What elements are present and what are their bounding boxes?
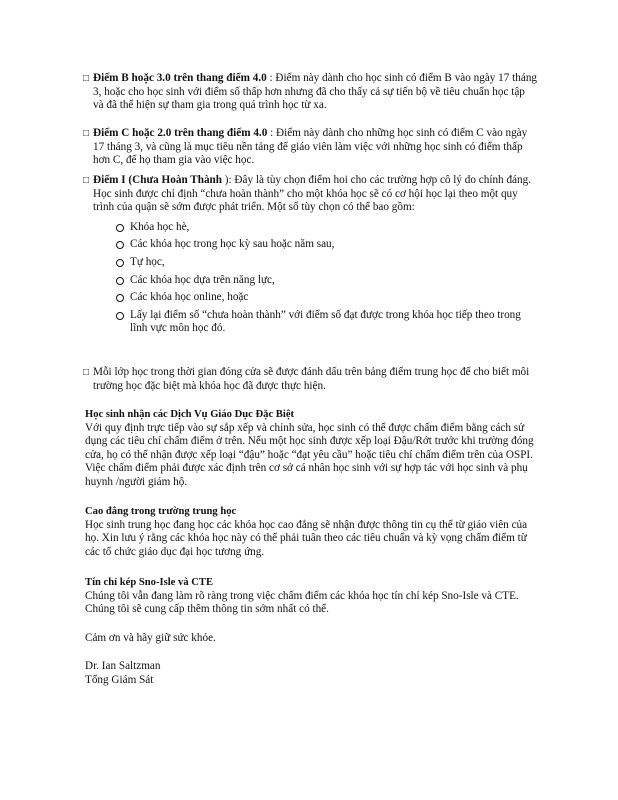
grade-i-bullet: [83, 174, 538, 340]
bullet-marker-icon: □: [83, 367, 90, 378]
bullet-marker-icon: □: [83, 128, 90, 139]
list-item: Các khóa học trong học kỳ sau hoặc năm sau,: [130, 238, 538, 252]
college-in-high-school-section: [85, 505, 540, 559]
bullet-marker-icon: □: [83, 175, 90, 186]
list-item: Lấy lại điểm số “chưa hoàn thành” với điểm số đạt được trong khóa học tiếp theo trong lĩnh vực môn học đó.: [130, 309, 538, 336]
transcript-note-bullet: [83, 366, 538, 393]
signature-name: Dr. Ian Saltzman: [85, 660, 161, 672]
college-in-high-school-heading: Cao đẳng trong trường trung học: [85, 506, 237, 517]
list-item: Khóa học hè,: [130, 221, 538, 235]
grade-c-title: Điểm C hoặc 2.0 trên thang điểm 4.0: [93, 127, 268, 139]
dual-credit-heading: Tín chỉ kép Sno-Isle và CTE: [85, 577, 214, 588]
special-education-body: Với quy định trực tiếp vào sự sắp xếp và chỉnh sửa, học sinh có thể được chấm điểm bằng cách sử dụng các tiêu chí chấm điểm ở trên. Nếu một học sinh được xếp loại Đậu/Rớt trước khi trường đóng cửa, họ có thể nhận được xếp loại “đậu” hoặc “đạt yêu cầu” hoặc tiêu chí chấm điểm trên của OSPI. Việc chấm điểm phải được xác định trên cơ sở cá nhân học sinh với sự hợp tác với học sinh và phụ huynh /người giám hộ.: [85, 421, 534, 488]
grade-i-title: Điểm I (Chưa Hoàn Thành: [93, 174, 222, 186]
signature-title: Tổng Giám Sát: [85, 673, 154, 686]
signature-block: [85, 660, 540, 687]
transcript-note-text: Mỗi lớp học trong thời gian đóng cửa sẽ được đánh dấu trên bảng điểm trung học để cho biết môi trường học đặc biệt mà khóa học đã được thực hiện.: [93, 366, 530, 392]
dual-credit-section: [85, 576, 540, 617]
list-item: Tự học,: [130, 256, 538, 270]
grade-b-title: Điểm B hoặc 3.0 trên thang điểm 4.0: [93, 72, 267, 84]
make-up-options-list: [93, 221, 538, 336]
special-education-section: [85, 408, 540, 490]
grade-c-bullet: [83, 127, 538, 168]
bullet-marker-icon: □: [83, 73, 90, 84]
closing-text: Cảm ơn và hãy giữ sức khỏe.: [85, 632, 216, 644]
grade-b-bullet: [83, 72, 538, 113]
list-item: Các khóa học online, hoặc: [130, 291, 538, 305]
grade-i-text: ): Đây là tùy chọn điểm hoi cho các trường hợp cô lý do chính đáng. Học sinh được chỉ định “chưa hoàn thành” cho một khóa học sẽ có cơ hội học lại theo một quy trình của quận sẽ sớm được phát triển. Một số tùy chọn có thể bao gồm:: [93, 174, 531, 214]
list-item: Các khóa học dựa trên năng lực,: [130, 274, 538, 288]
dual-credit-body: Chúng tôi vẫn đang làm rõ ràng trong việc chấm điểm các khóa học tín chỉ kép Sno-Isle và CTE. Chúng tôi sẽ cung cấp thêm thông tin sớm nhất có thể.: [85, 589, 519, 616]
college-in-high-school-body: Học sinh trung học đang học các khóa học cao đẳng sẽ nhận được thông tin cụ thể từ giáo viên của họ. Xin lưu ý rằng các khóa học này có thể phải tuân theo các tiêu chuẩn và kỳ vọng chấm điểm từ các tổ chức giáo dục đại học tương ứng.: [85, 518, 528, 558]
grade-c-text: : Điểm này dành cho những học sinh có điểm C vào ngày 17 tháng 3, và cũng là mục tiêu nền tảng để giáo viên làm việc với những học sinh có điểm thấp hơn C, để họ tham gia vào việc học.: [93, 127, 528, 167]
closing-block: [85, 632, 540, 646]
special-education-heading: Học sinh nhận các Dịch Vụ Giáo Dục Đặc Biệt: [85, 409, 295, 420]
grade-b-text: : Điểm này dành cho học sinh có điểm B vào ngày 17 tháng 3, hoặc cho học sinh với điểm số thấp hơn nhưng đã cho thấy cả sự tiến bộ về tiêu chuẩn học tập và đã thể hiện sự tham gia trong quá trình học từ xa.: [93, 72, 538, 112]
